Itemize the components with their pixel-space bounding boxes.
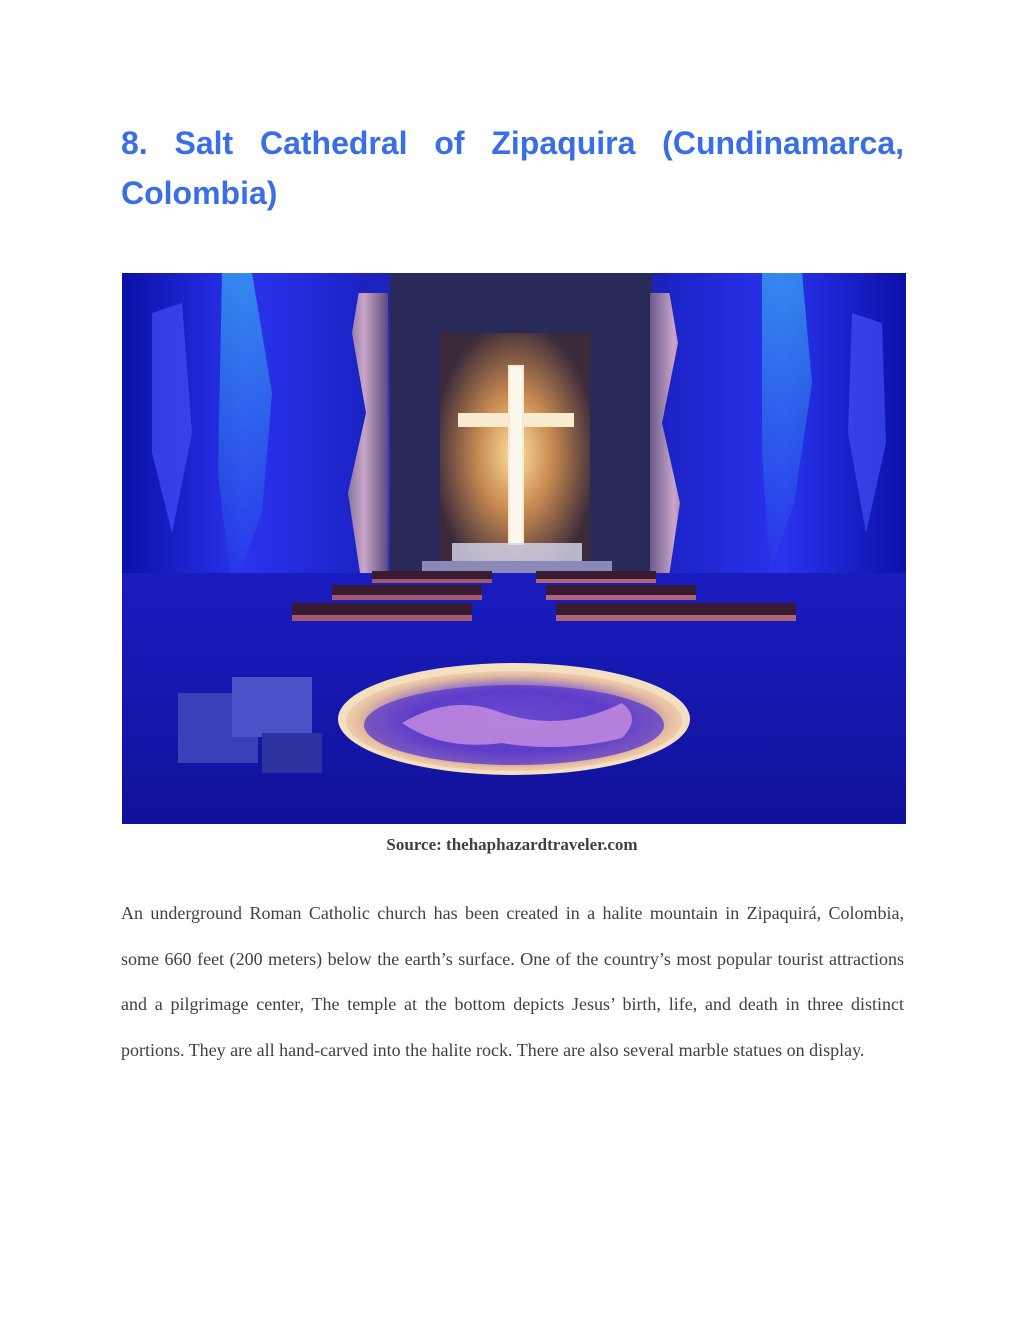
article-heading: 8. Salt Cathedral of Zipaquira (Cundinamarca, Colombia) <box>121 125 904 211</box>
image-caption: Source: thehaphazardtraveler.com <box>386 835 638 854</box>
cathedral-illustration <box>122 273 906 824</box>
article-paragraph: An underground Roman Catholic church has been created in a halite mountain in Zipaquirá, Colombia, some 660 feet (200 meters) below the earth’s surface. One of the country’s most popular tourist attractions and a pilgrimage center, The temple at the bottom depicts Jesus’ birth, life, and death in three distinct portions. They are all hand-carved into the halite rock. There are also several marble statues on display. <box>121 903 904 1060</box>
salt-cathedral-photo <box>122 273 906 824</box>
